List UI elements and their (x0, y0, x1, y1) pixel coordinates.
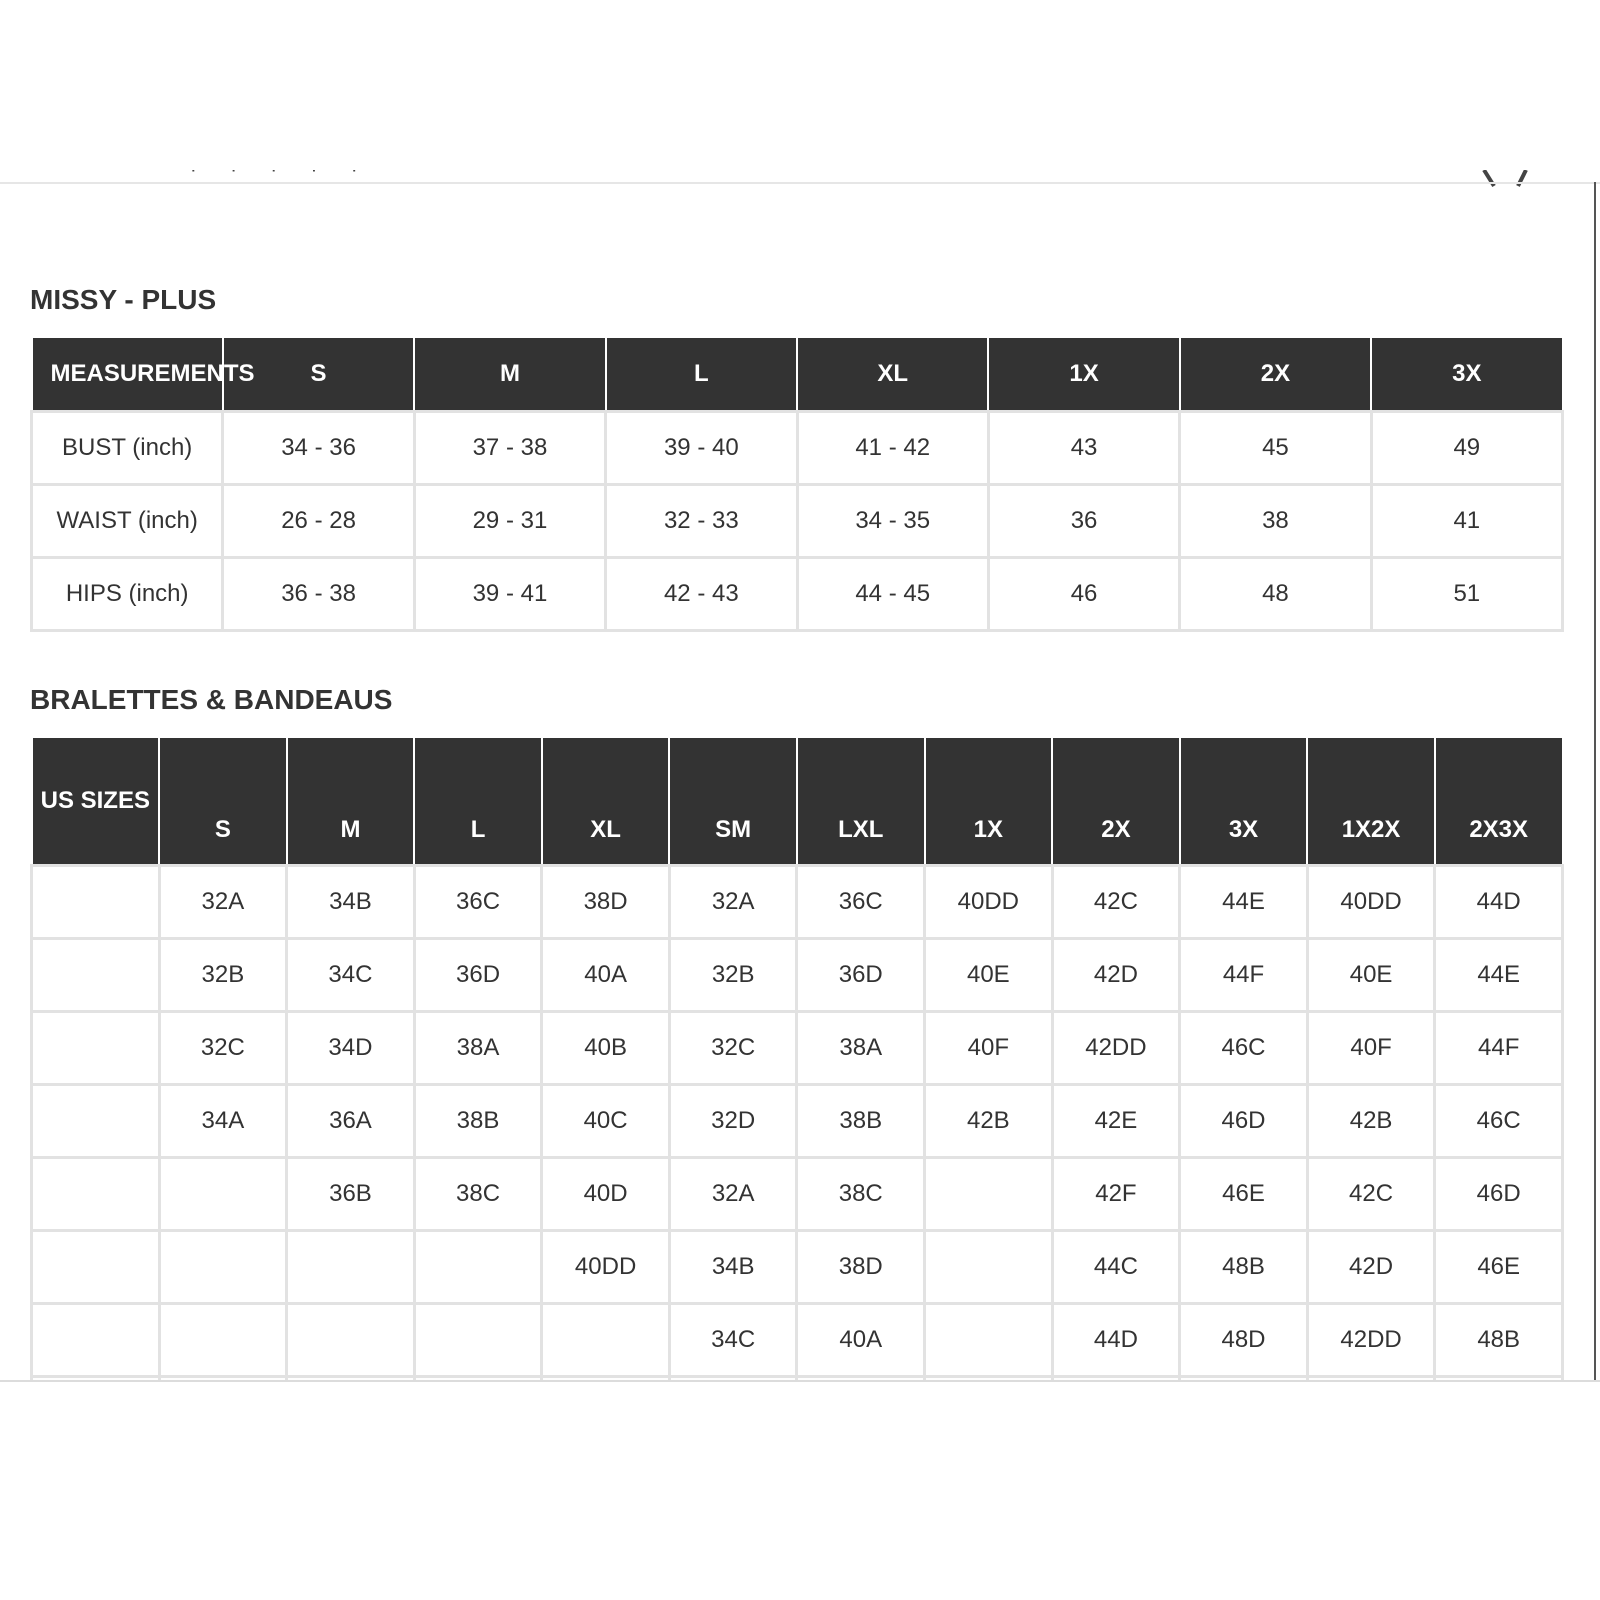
missy-row-label: BUST (inch) (32, 412, 223, 485)
bralettes-table-cell: 42D (1307, 1231, 1435, 1304)
scrollbar[interactable] (1594, 182, 1596, 1380)
bralettes-table-cell (32, 1012, 160, 1085)
bralettes-header-size: LXL (797, 737, 925, 866)
bralettes-table-cell: 42DD (1052, 1012, 1180, 1085)
bralettes-table-cell: 42D (1052, 939, 1180, 1012)
missy-header-size: L (606, 337, 797, 412)
missy-table-cell: 32 - 33 (606, 485, 797, 558)
bralettes-table-cell: 44D (1435, 866, 1563, 939)
missy-plus-table (30, 336, 1564, 632)
size-chart-content[interactable] (0, 184, 1600, 1380)
bralettes-table-cell: 48D (1180, 1304, 1308, 1377)
bralettes-table-cell (32, 1085, 160, 1158)
bralettes-table-cell: 40DD (925, 866, 1053, 939)
missy-header-size: XL (797, 337, 988, 412)
bralettes-table-cell: 32C (159, 1012, 287, 1085)
bralettes-title: BRALETTES & BANDEAUS (30, 684, 393, 715)
missy-header-size: 2X (1180, 337, 1371, 412)
bralettes-table-row (32, 1304, 1563, 1377)
bralettes-table-cell: 36D (797, 939, 925, 1012)
bralettes-table-cell: 32A (669, 1158, 797, 1231)
bralettes-table-cell: 46E (1180, 1158, 1308, 1231)
missy-table-cell: 29 - 31 (414, 485, 605, 558)
missy-plus-header-row (32, 337, 1563, 412)
missy-table-cell: 46 (988, 558, 1179, 631)
missy-header-size: S (223, 337, 414, 412)
bralettes-table (30, 736, 1564, 1380)
bralettes-table-cell: 32B (669, 939, 797, 1012)
bralettes-header-size: M (287, 737, 415, 866)
bralettes-table-cell: 46C (1180, 1012, 1308, 1085)
missy-plus-title: MISSY - PLUS (30, 284, 217, 315)
bralettes-table-cell: 48B (1435, 1304, 1563, 1377)
bralettes-table-cell: 40DD (542, 1231, 670, 1304)
bralettes-table-cell (925, 1304, 1053, 1377)
bralettes-table-cell: 40A (797, 1304, 925, 1377)
modal-bottom-divider (0, 1380, 1600, 1382)
bralettes-table-cell (925, 1158, 1053, 1231)
bralettes-table-cell: 42E (1052, 1085, 1180, 1158)
bralettes-table-cell: 38B (414, 1085, 542, 1158)
bralettes-table-cell: 44C (1052, 1231, 1180, 1304)
bralettes-table-cell: 44D (1052, 1304, 1180, 1377)
bralettes-table-cell (414, 1304, 542, 1377)
bralettes-table-cell: 36D (414, 939, 542, 1012)
missy-table-cell: 44 - 45 (797, 558, 988, 631)
bralettes-table-cell: 34C (669, 1304, 797, 1377)
missy-table-row (32, 558, 1563, 631)
bralettes-header-size: SM (669, 737, 797, 866)
bralettes-table-cell: 38B (797, 1085, 925, 1158)
bralettes-table-cell: 38D (542, 866, 670, 939)
bralettes-header-size: 2X (1052, 737, 1180, 866)
missy-table-cell: 37 - 38 (414, 412, 605, 485)
missy-table-cell: 42 - 43 (606, 558, 797, 631)
missy-table-cell: 34 - 35 (797, 485, 988, 558)
clipped-modal-title: · · · · · (190, 170, 372, 181)
bralettes-table-row (32, 939, 1563, 1012)
bralettes-table-cell (542, 1304, 670, 1377)
bralettes-table-cell: 40B (542, 1012, 670, 1085)
bralettes-table-cell: 44E (1180, 866, 1308, 939)
bralettes-table-cell: 48B (1180, 1231, 1308, 1304)
missy-table-cell: 51 (1371, 558, 1562, 631)
bralettes-table-cell: 34D (287, 1012, 415, 1085)
missy-header-size: 1X (988, 337, 1179, 412)
missy-table-cell: 38 (1180, 485, 1371, 558)
bralettes-table-cell: 42C (1307, 1158, 1435, 1231)
bralettes-table-cell: 34B (287, 866, 415, 939)
bralettes-table-cell: 46D (1435, 1158, 1563, 1231)
bralettes-table-cell (32, 939, 160, 1012)
bralettes-table-cell: 40F (1307, 1012, 1435, 1085)
bralettes-table-cell (32, 1304, 160, 1377)
missy-header-size: M (414, 337, 605, 412)
missy-table-cell: 36 - 38 (223, 558, 414, 631)
bralettes-header-size: 1X (925, 737, 1053, 866)
missy-table-cell: 39 - 40 (606, 412, 797, 485)
bralettes-table-cell (159, 1231, 287, 1304)
missy-table-cell: 45 (1180, 412, 1371, 485)
bralettes-table-cell: 32A (669, 866, 797, 939)
bralettes-table-cell: 40A (542, 939, 670, 1012)
bralettes-table-cell: 40F (925, 1012, 1053, 1085)
missy-table-cell: 49 (1371, 412, 1562, 485)
bralettes-table-row (32, 1231, 1563, 1304)
bralettes-table-cell: 46C (1435, 1085, 1563, 1158)
bralettes-header-size: S (159, 737, 287, 866)
bralettes-header-size: 2X3X (1435, 737, 1563, 866)
bralettes-table-cell: 44F (1435, 1012, 1563, 1085)
bralettes-table-cell: 46E (1435, 1231, 1563, 1304)
bralettes-table-cell (287, 1304, 415, 1377)
bralettes-table-cell: 38A (414, 1012, 542, 1085)
bralettes-table-cell: 42F (1052, 1158, 1180, 1231)
bralettes-table-cell: 38A (797, 1012, 925, 1085)
bralettes-table-cell: 40E (1307, 939, 1435, 1012)
bralettes-table-cell: 44F (1180, 939, 1308, 1012)
missy-header-measurements: MEASUREMENTS (32, 337, 223, 412)
bralettes-table-cell: 38C (414, 1158, 542, 1231)
bralettes-table-row (32, 1012, 1563, 1085)
bralettes-table-cell: 36B (287, 1158, 415, 1231)
bralettes-table-cell: 34A (159, 1085, 287, 1158)
bralettes-table-cell: 32A (159, 866, 287, 939)
bralettes-table-cell: 40C (542, 1085, 670, 1158)
bralettes-header-size: 1X2X (1307, 737, 1435, 866)
bralettes-header-size: XL (542, 737, 670, 866)
missy-table-cell: 39 - 41 (414, 558, 605, 631)
bralettes-table-cell: 42B (1307, 1085, 1435, 1158)
missy-header-size: 3X (1371, 337, 1562, 412)
bralettes-table-cell: 34C (287, 939, 415, 1012)
bralettes-table-row (32, 1158, 1563, 1231)
missy-table-row (32, 485, 1563, 558)
bralettes-table-cell: 38D (797, 1231, 925, 1304)
bralettes-table-cell: 42B (925, 1085, 1053, 1158)
bralettes-table-cell (925, 1231, 1053, 1304)
missy-table-cell: 48 (1180, 558, 1371, 631)
missy-table-cell: 41 (1371, 485, 1562, 558)
bralettes-table-cell (287, 1231, 415, 1304)
bralettes-table-cell: 38C (797, 1158, 925, 1231)
bralettes-table-cell: 32D (669, 1085, 797, 1158)
missy-row-label: WAIST (inch) (32, 485, 223, 558)
bralettes-table-cell (414, 1231, 542, 1304)
missy-table-cell: 36 (988, 485, 1179, 558)
missy-table-cell: 43 (988, 412, 1179, 485)
bralettes-table-cell: 34B (669, 1231, 797, 1304)
bralettes-table-cell: 42C (1052, 866, 1180, 939)
missy-table-cell: 41 - 42 (797, 412, 988, 485)
bralettes-table-cell: 40D (542, 1158, 670, 1231)
missy-table-cell: 26 - 28 (223, 485, 414, 558)
bralettes-header-size: 3X (1180, 737, 1308, 866)
bralettes-table-cell: 32B (159, 939, 287, 1012)
missy-row-label: HIPS (inch) (32, 558, 223, 631)
missy-table-row (32, 412, 1563, 485)
bralettes-table-cell: 46D (1180, 1085, 1308, 1158)
bralettes-table-cell: 44E (1435, 939, 1563, 1012)
bralettes-table-cell: 36C (414, 866, 542, 939)
bralettes-table-cell: 42DD (1307, 1304, 1435, 1377)
bralettes-table-cell (32, 1231, 160, 1304)
bralettes-table-row (32, 866, 1563, 939)
bralettes-header-row (32, 737, 1563, 866)
bralettes-table-cell (159, 1304, 287, 1377)
bralettes-table-cell: 32C (669, 1012, 797, 1085)
bralettes-table-row (32, 1085, 1563, 1158)
bralettes-table-cell (159, 1158, 287, 1231)
bralettes-table-cell (32, 866, 160, 939)
bralettes-table-cell (32, 1158, 160, 1231)
bralettes-header-us-sizes: US SIZES (32, 737, 160, 866)
bralettes-table-cell: 36A (287, 1085, 415, 1158)
bralettes-table-cell: 40DD (1307, 866, 1435, 939)
missy-table-cell: 34 - 36 (223, 412, 414, 485)
bralettes-header-size: L (414, 737, 542, 866)
bralettes-table-cell: 36C (797, 866, 925, 939)
bralettes-table-cell: 40E (925, 939, 1053, 1012)
